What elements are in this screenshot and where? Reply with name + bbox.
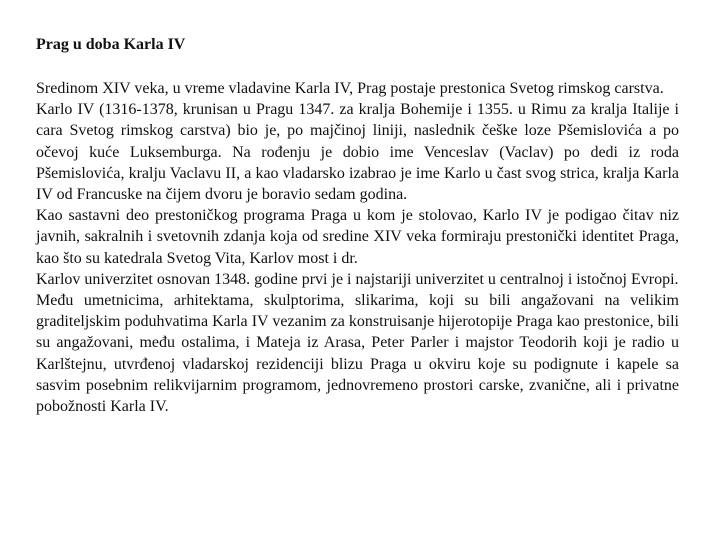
paragraph-capital-program: Kao sastavni deo prestoničkog programa Praga u kom je stolovao, Karlo IV je podigao čitav niz javnih, sakralnih i svetovnih zdanja koja od sredine XIV veka formiraju prestonički identitet Praga, kao što su katedrala Svetog Vita, Karlov most i dr. bbox=[36, 207, 679, 267]
paragraph-biography: Karlo IV (1316-1378, krunisan u Pragu 1347. za kralja Bohemije i 1355. u Rimu za kralja Italije i cara Svetog rimskog carstva) bio je, po majčinoj liniji, naslednik češke loze Pšemislovića a po očevoj kuće Luksemburga. Na rođenju je dobio ime Venceslav (Vaclav) po dedi iz roda Pšemislovića, kralju Vaclavu II, a kao vladarsko izabrao je ime Karlo u čast svog strica, kralja Karla IV od Francuske na čijem dvoru je boravio sedam godina. bbox=[36, 101, 679, 204]
paragraph-artists: Među umetnicima, arhitektama, skulptorima, slikarima, koji su bili angažovani na velikim graditeljskim poduhvatima Karla IV vezanim za konstruisanje hijerotopije Praga kao prestonice, bili su angažovani, među ostalima, i Mateja iz Arasa, Peter Parler i majstor Teodorih koji je radio u Karlštejnu, utvrđenoj vladarskoj rezidenciji blizu Praga u okviru koje su podignute i kapele sa sasvim posebnim relikvijarnim programom, jednovremeno prostori carske, zvanične, ali i privatne pobožnosti Karla IV. bbox=[36, 292, 679, 416]
document-page bbox=[36, 34, 679, 417]
paragraph-intro: Sredinom XIV veka, u vreme vladavine Karla IV, Prag postaje prestonica Svetog rimskog carstva. bbox=[36, 80, 664, 97]
document-title: Prag u doba Karla IV bbox=[36, 36, 186, 53]
paragraph-university: Karlov univerzitet osnovan 1348. godine prvi je i najstariji univerzitet u centralnoj i istočnoj Evropi. bbox=[36, 270, 679, 288]
